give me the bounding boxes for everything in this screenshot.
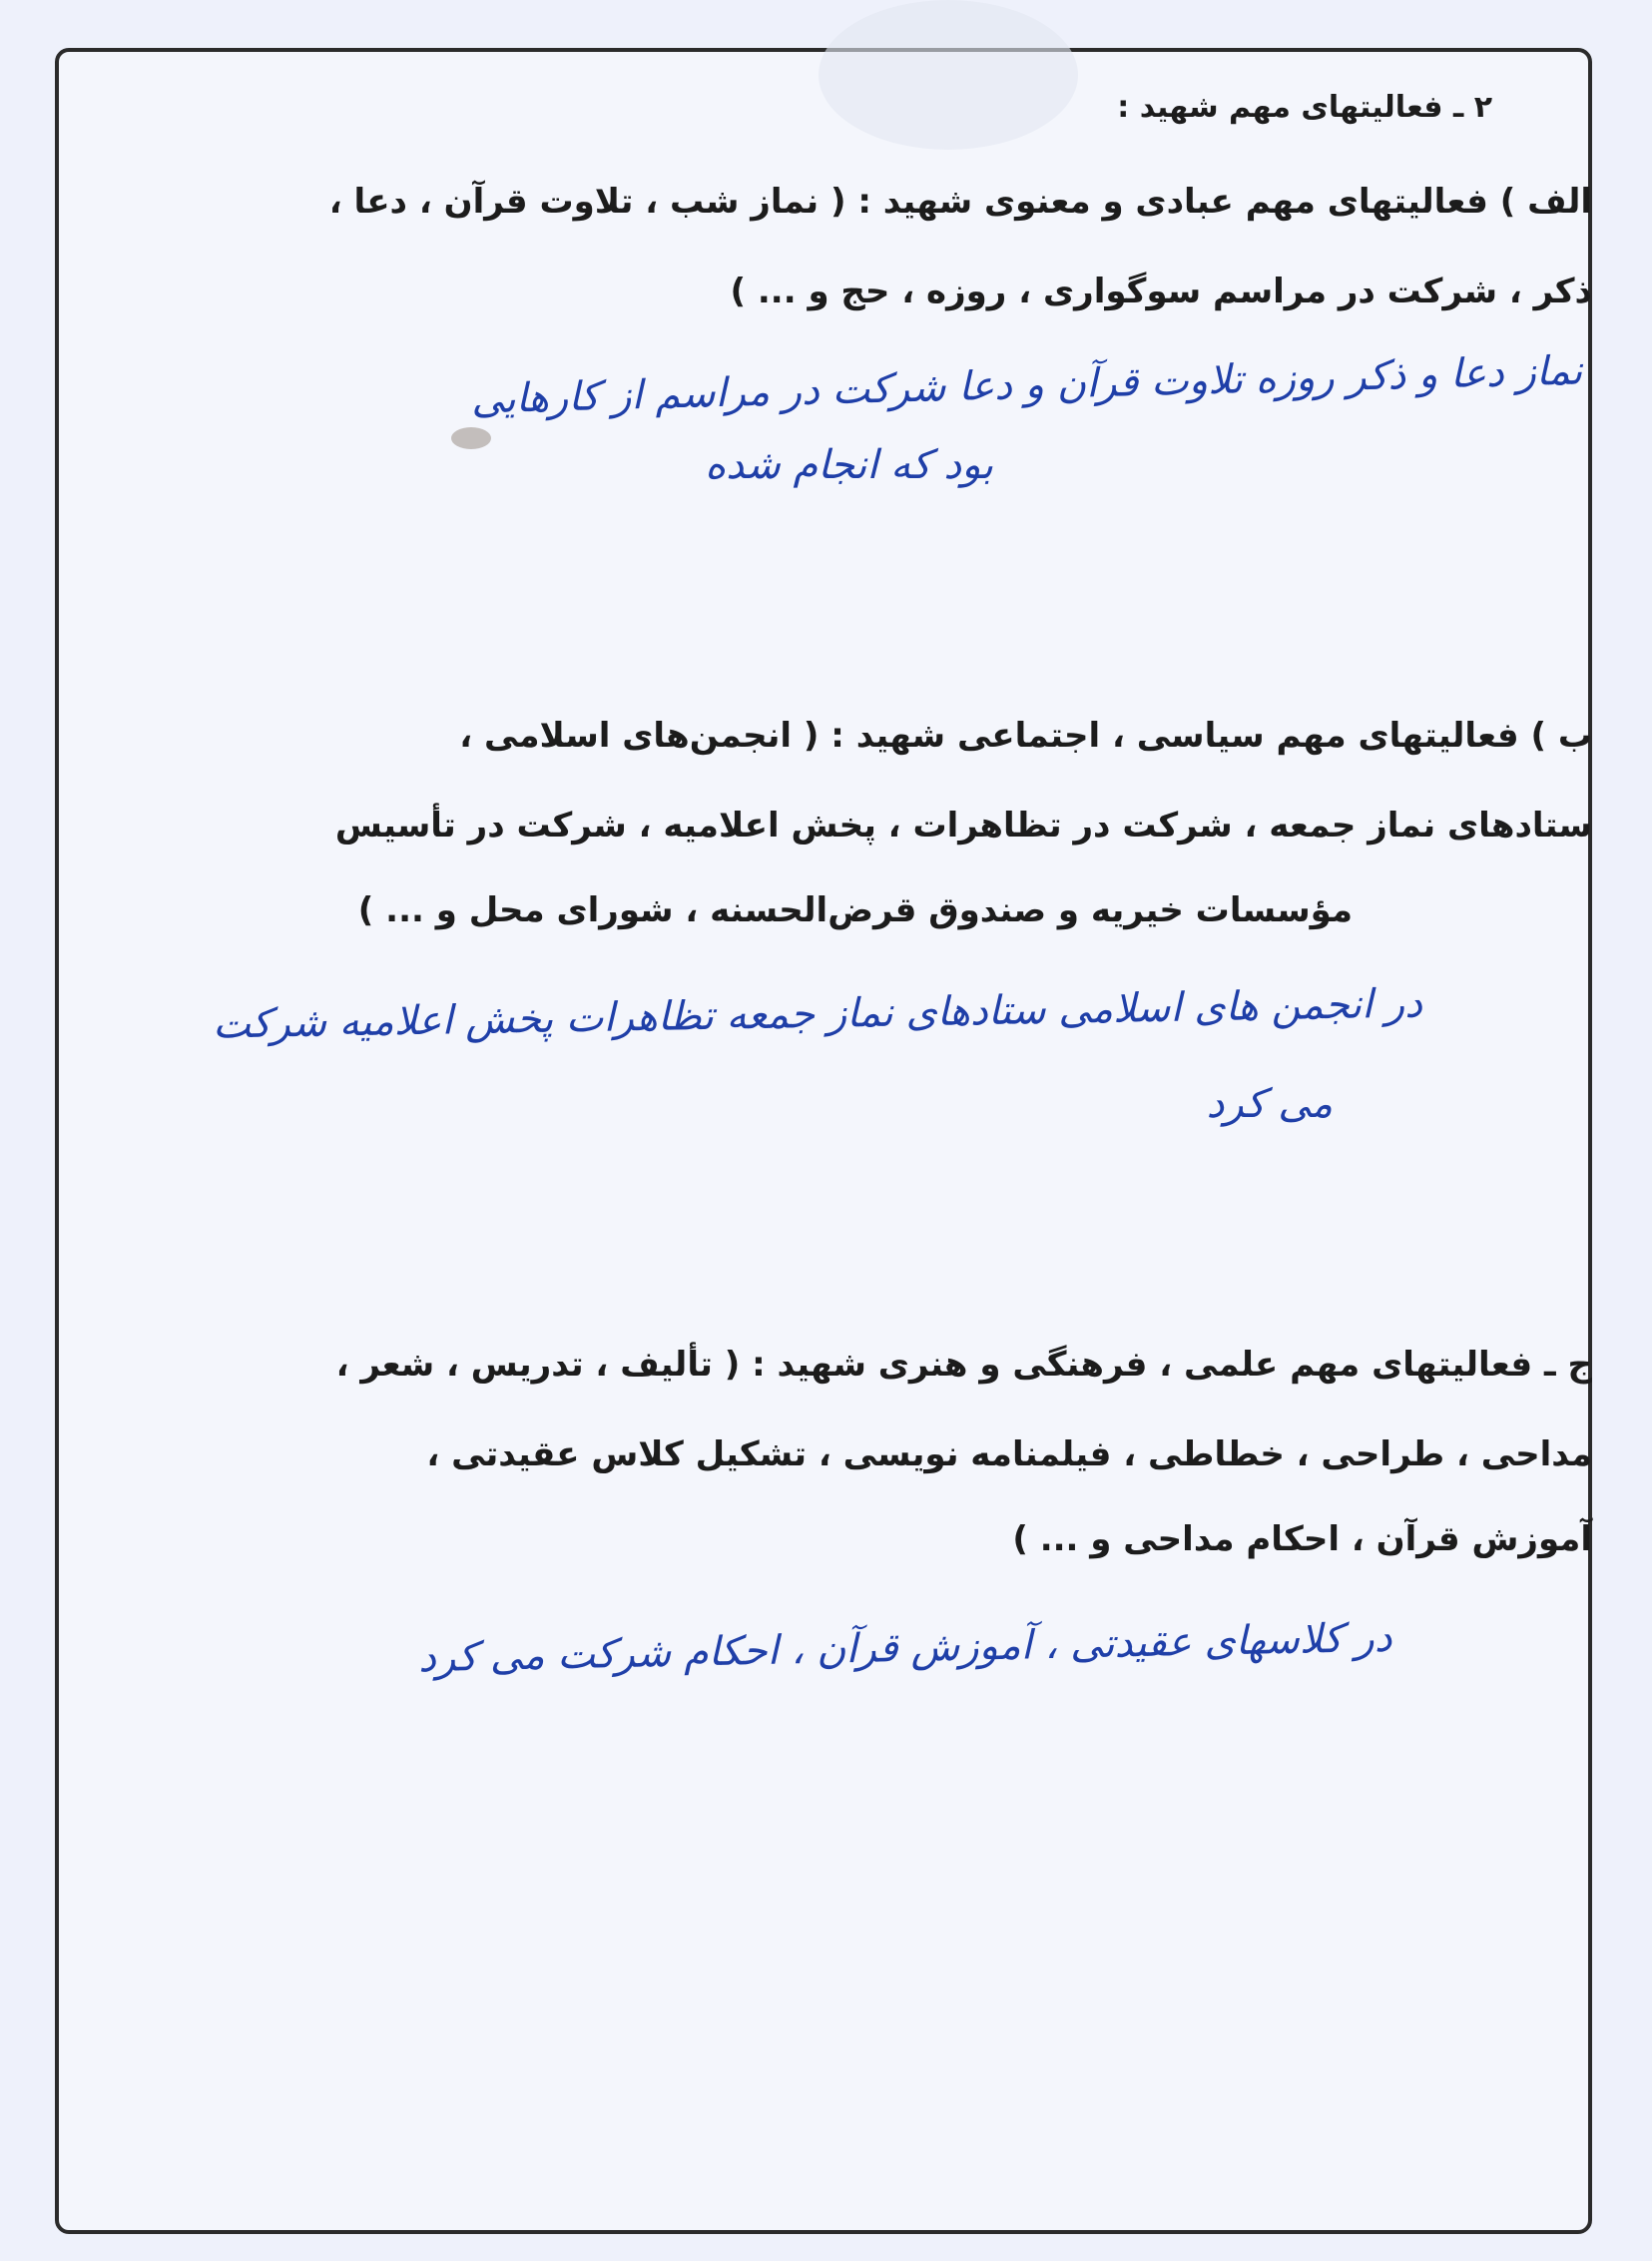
section-c-prompt-line-3: آموزش قرآن ، احکام مداحی و ... ) (1012, 1519, 1592, 1559)
section-c-prompt-line-1: ج ـ فعالیتهای مهم علمی ، فرهنگی و هنری شهید : ( تألیف ، تدریس ، شعر ، (335, 1345, 1592, 1385)
section-c-prompt-line-2: مداحی ، طراحی ، خطاطی ، فیلمنامه نویسی ، تشکیل کلاس عقیدتی ، (426, 1434, 1592, 1474)
ink-smudge (451, 427, 491, 449)
section-a-handwritten-answer-line-1: نماز دعا و ذکر روزه تلاوت قرآن و دعا شرکت در مراسم از کارهایی (470, 347, 1583, 423)
section-c-handwritten-answer-line-1: در کلاسهای عقیدتی ، آموزش قرآن ، احکام شرکت می کرد (418, 1614, 1393, 1682)
section-heading: ۲ ـ فعالیتهای مهم شهید : (1117, 90, 1492, 125)
section-a-handwritten-answer-line-2: بود که انجام شده (705, 442, 993, 488)
section-b-handwritten-answer-line-1: در انجمن های اسلامی ستادهای نماز جمعه تظاهرات پخش اعلامیه شرکت (212, 980, 1423, 1048)
section-b-prompt-line-1: ب ) فعالیتهای مهم سیاسی ، اجتماعی شهید : ( انجمن‌های اسلامی ، (459, 716, 1592, 756)
section-a-prompt-line-2: ذکر ، شرکت در مراسم سوگواری ، روزه ، حج و ... ) (730, 272, 1592, 311)
paper-stain (819, 0, 1078, 150)
section-b-prompt-line-3: مؤسسات خیریه و صندوق قرض‌الحسنه ، شورای محل و ... ) (357, 890, 1353, 930)
section-a-prompt-line-1: الف ) فعالیتهای مهم عبادی و معنوی شهید : ( نماز شب ، تلاوت قرآن ، دعا ، (328, 182, 1592, 222)
section-b-handwritten-answer-line-2: می کرد (1206, 1081, 1333, 1127)
section-b-prompt-line-2: ستادهای نماز جمعه ، شرکت در تظاهرات ، پخش اعلامیه ، شرکت در تأسیس (334, 806, 1592, 846)
